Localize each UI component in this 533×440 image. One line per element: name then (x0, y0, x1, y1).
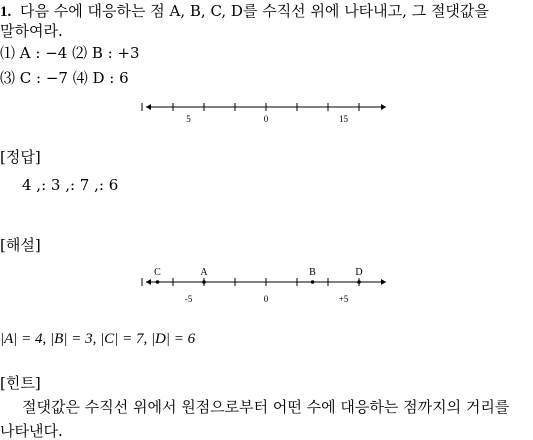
point-d (357, 280, 361, 284)
problem-text-1: 다음 수에 대응하는 점 A, B, C, D를 수직선 위에 나타내고, 그 절댓값을 (20, 2, 489, 20)
point-b (311, 280, 315, 284)
problem-line-1 (0, 2, 489, 21)
left-arrow (146, 104, 151, 110)
problem-number-line (0, 95, 533, 135)
point-a (202, 280, 206, 284)
point-label-b: B (309, 267, 316, 278)
point-c (156, 280, 160, 284)
tick-label: 0 (263, 294, 269, 304)
hint-text-2: 나타낸다. (0, 422, 63, 440)
tick-label: 15 (339, 114, 348, 124)
explanation-heading: [해설] (0, 236, 41, 254)
problem-text-2: 말하여라. (0, 22, 63, 40)
problem-number: 1. (0, 4, 12, 20)
hint-heading: [힌트] (0, 374, 41, 392)
point-label-a: A (200, 267, 208, 278)
explanation-formula: |A| = 4, |B| = 3, |C| = 7, |D| = 6 (0, 331, 196, 347)
tick-label: 5 (186, 114, 191, 124)
left-arrow (146, 279, 151, 285)
tick-label: 0 (263, 114, 269, 124)
right-arrow (381, 279, 386, 285)
explanation-number-line (0, 267, 533, 310)
answer-heading: [정답] (0, 148, 41, 166)
tick-label: +5 (338, 294, 349, 304)
problem-items-1: ⑴ A : −4 ⑵ B : +3 (0, 44, 140, 62)
tick-label: -5 (184, 294, 193, 304)
point-label-d: D (355, 267, 363, 278)
problem-items-2: ⑶ C : −7 ⑷ D : 6 (0, 69, 129, 87)
hint-text-1: 절댓값은 수직선 위에서 원점으로부터 어떤 수에 대응하는 점까지의 거리를 (22, 398, 510, 416)
point-label-c: C (154, 267, 161, 278)
right-arrow (381, 104, 386, 110)
answer-text: 4 ,: 3 ,: 7 ,: 6 (22, 176, 119, 194)
